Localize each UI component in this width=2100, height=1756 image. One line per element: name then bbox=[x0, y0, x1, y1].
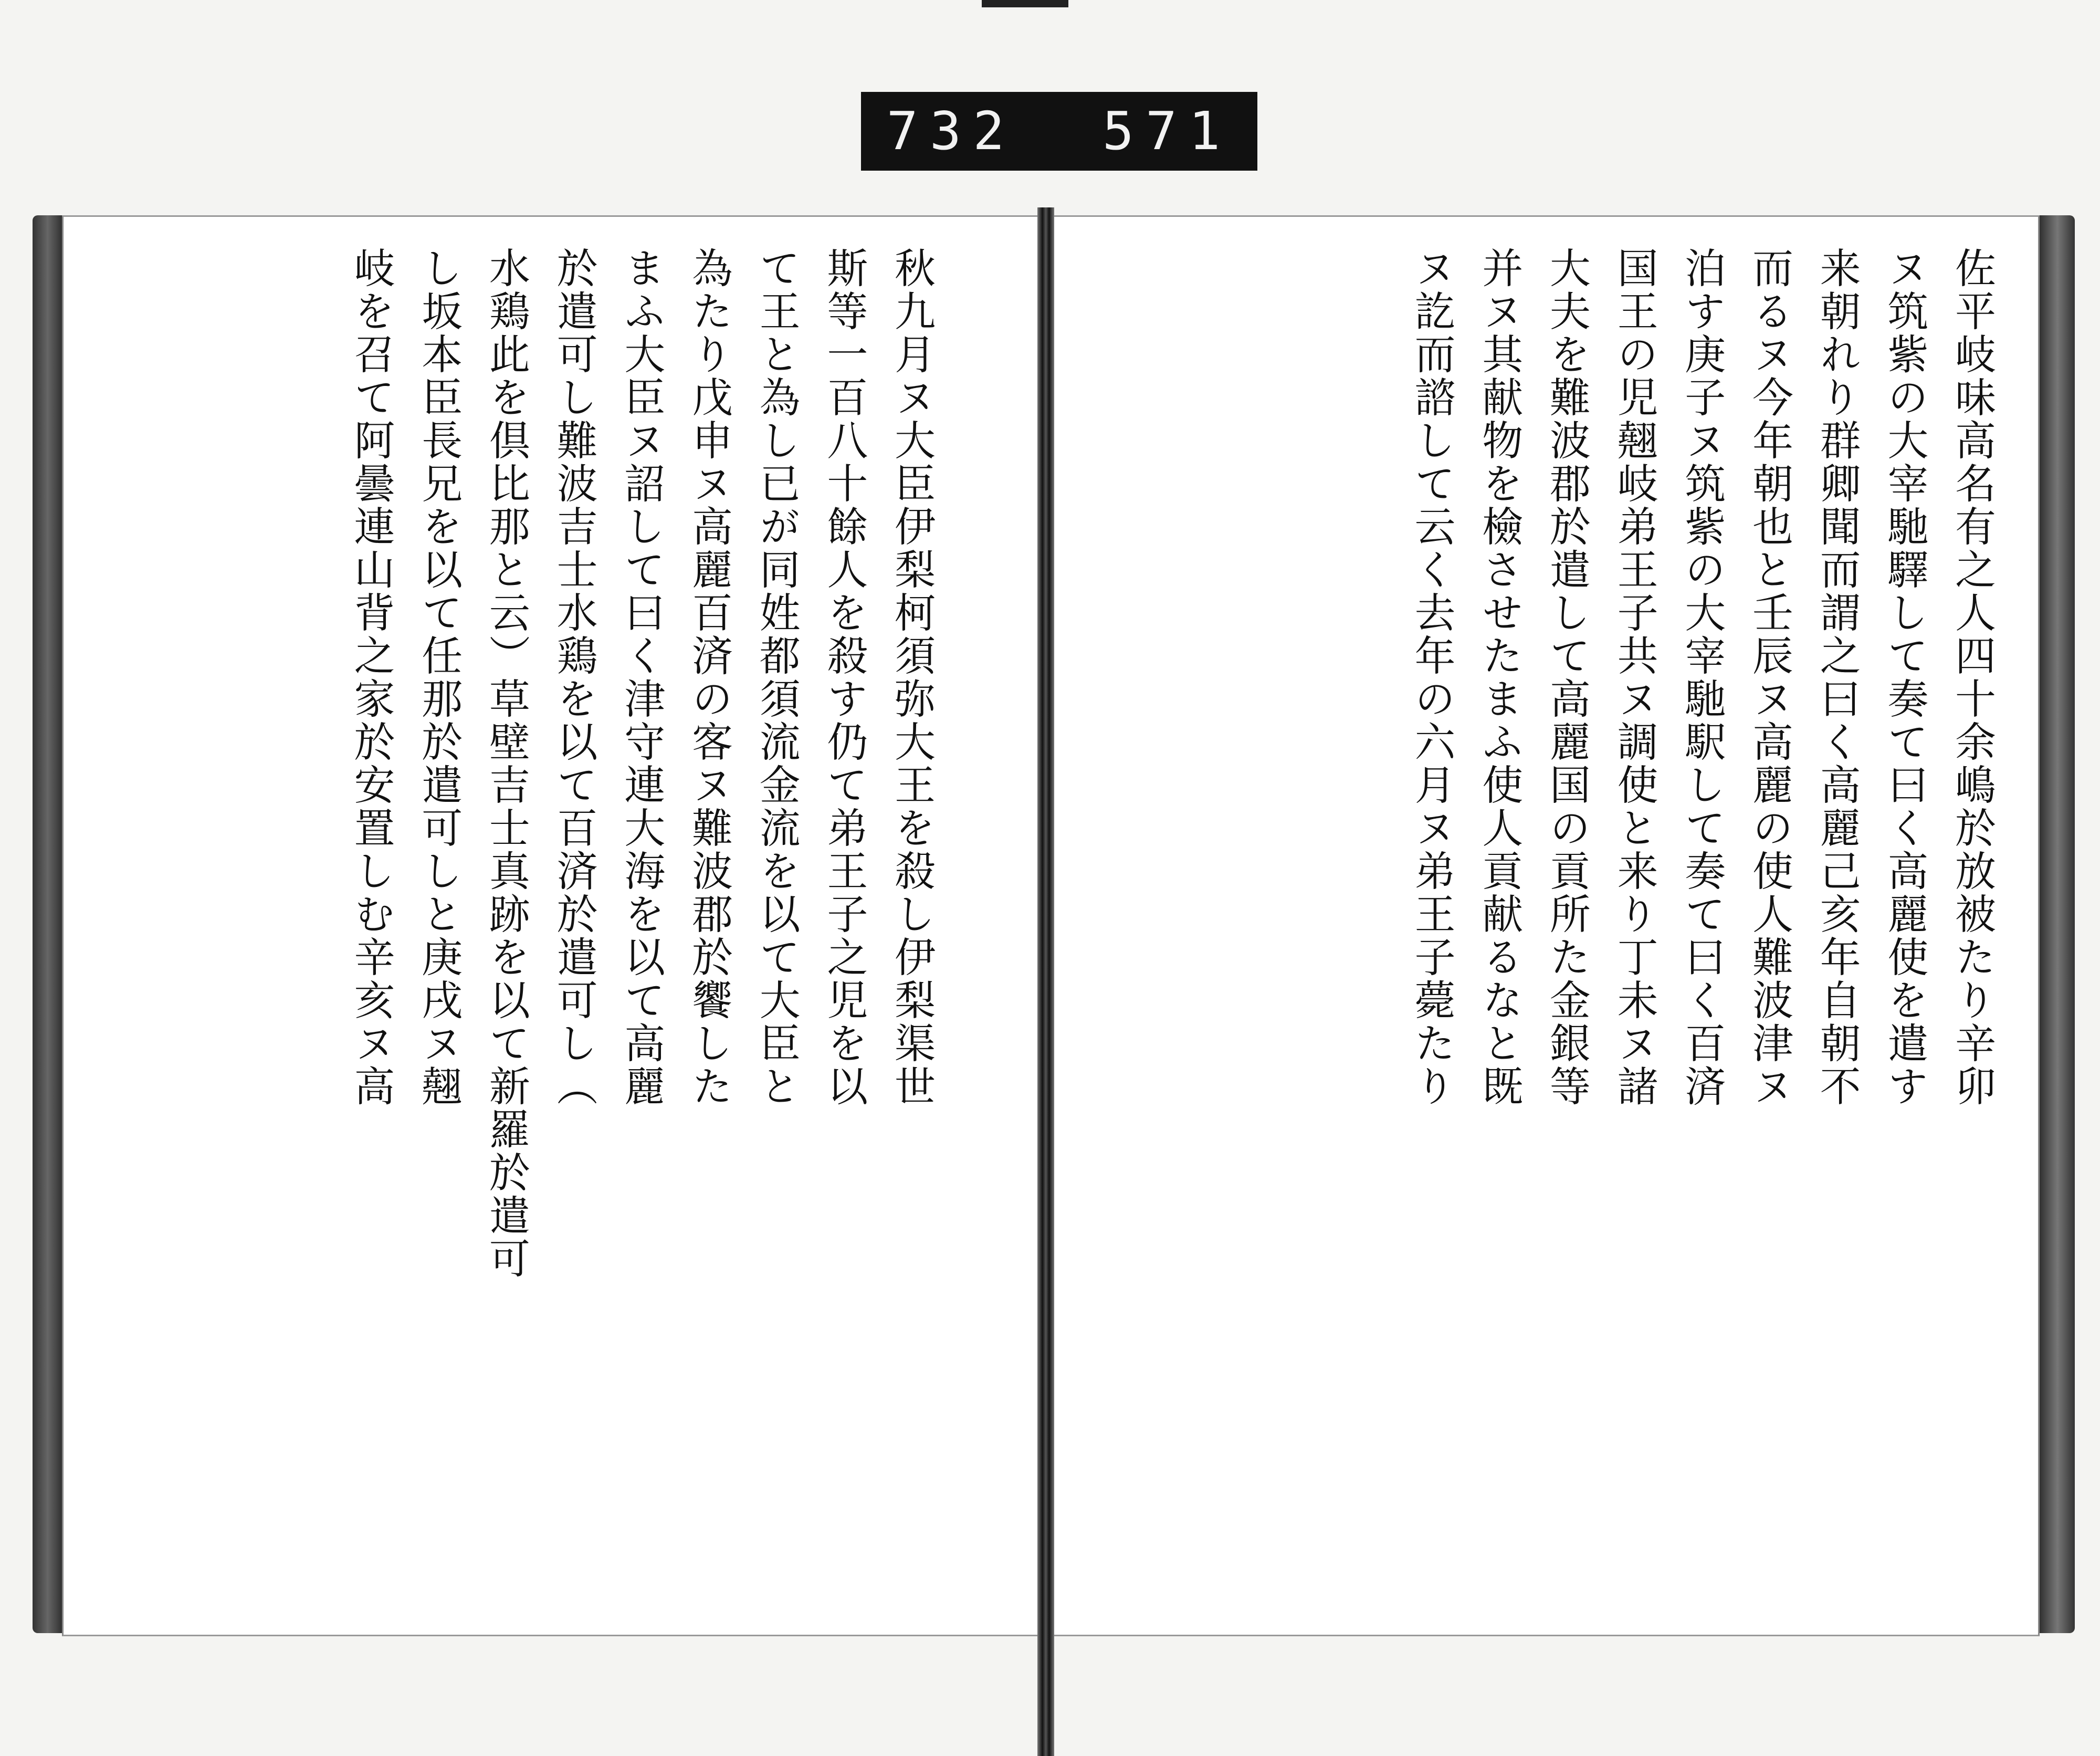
left-text-column: まふ大臣ヌ詔して曰く津守連大海を以て高麗 bbox=[617, 247, 665, 1108]
right-text-column: 大夫を難波郡於遣して高麗国の貢所た金銀等 bbox=[1542, 247, 1590, 1108]
archive-label: 732 571 bbox=[861, 92, 1257, 171]
right-text-column: 国王の児翹岐弟王子共ヌ調使と来り丁未ヌ諸 bbox=[1610, 247, 1658, 1108]
right-cover-edge bbox=[2036, 215, 2075, 1633]
right-page-text bbox=[1176, 247, 2006, 1481]
left-text-column: 岐を召て阿曇連山背之家於安置しむ辛亥ヌ高 bbox=[347, 247, 395, 1108]
right-text-column: 而るヌ今年朝也と壬辰ヌ高麗の使人難波津ヌ bbox=[1745, 247, 1793, 1108]
right-text-column: 来朝れり群卿聞而謂之曰く高麗己亥年自朝不 bbox=[1813, 247, 1861, 1108]
right-text-column: ヌ筑紫の大宰馳驛して奏て曰く高麗使を遣す bbox=[1881, 247, 1928, 1108]
top-tab-mark bbox=[982, 0, 1068, 7]
left-cover-edge bbox=[33, 215, 66, 1633]
left-text-column: 斯等一百八十餘人を殺す仍て弟王子之児を以 bbox=[820, 247, 868, 1108]
left-text-column: 秋九月ヌ大臣伊梨柯須弥大王を殺し伊梨渠世 bbox=[888, 247, 935, 1108]
left-text-column: し坂本臣長兄を以て任那於遣可しと庚戌ヌ翹 bbox=[415, 247, 463, 1108]
left-text-column: 水鶏此を倶比那と云）草壁吉士真跡を以て新羅於遣可 bbox=[482, 247, 530, 1280]
right-text-column: 佐平岐味高名有之人四十余嶋於放被たり辛卯 bbox=[1948, 247, 1996, 1108]
right-text-column: ヌ訖而諮して云く去年の六月ヌ弟王子薨たり bbox=[1408, 247, 1455, 1108]
book-gutter bbox=[1037, 207, 1054, 1756]
left-text-column: 為たり戊申ヌ高麗百済の客ヌ難波郡於饗した bbox=[685, 247, 732, 1108]
left-page-text bbox=[94, 247, 945, 1481]
right-text-column: 并ヌ其献物を檢させたまふ使人貢献るなと既 bbox=[1475, 247, 1523, 1108]
left-text-column: て王と為し已が同姓都須流金流を以て大臣と bbox=[752, 247, 800, 1108]
right-text-column: 泊す庚子ヌ筑紫の大宰馳駅して奏て曰く百済 bbox=[1678, 247, 1726, 1108]
left-text-column: 於遣可し難波吉士水鶏を以て百済於遣可し（ bbox=[550, 247, 597, 1108]
